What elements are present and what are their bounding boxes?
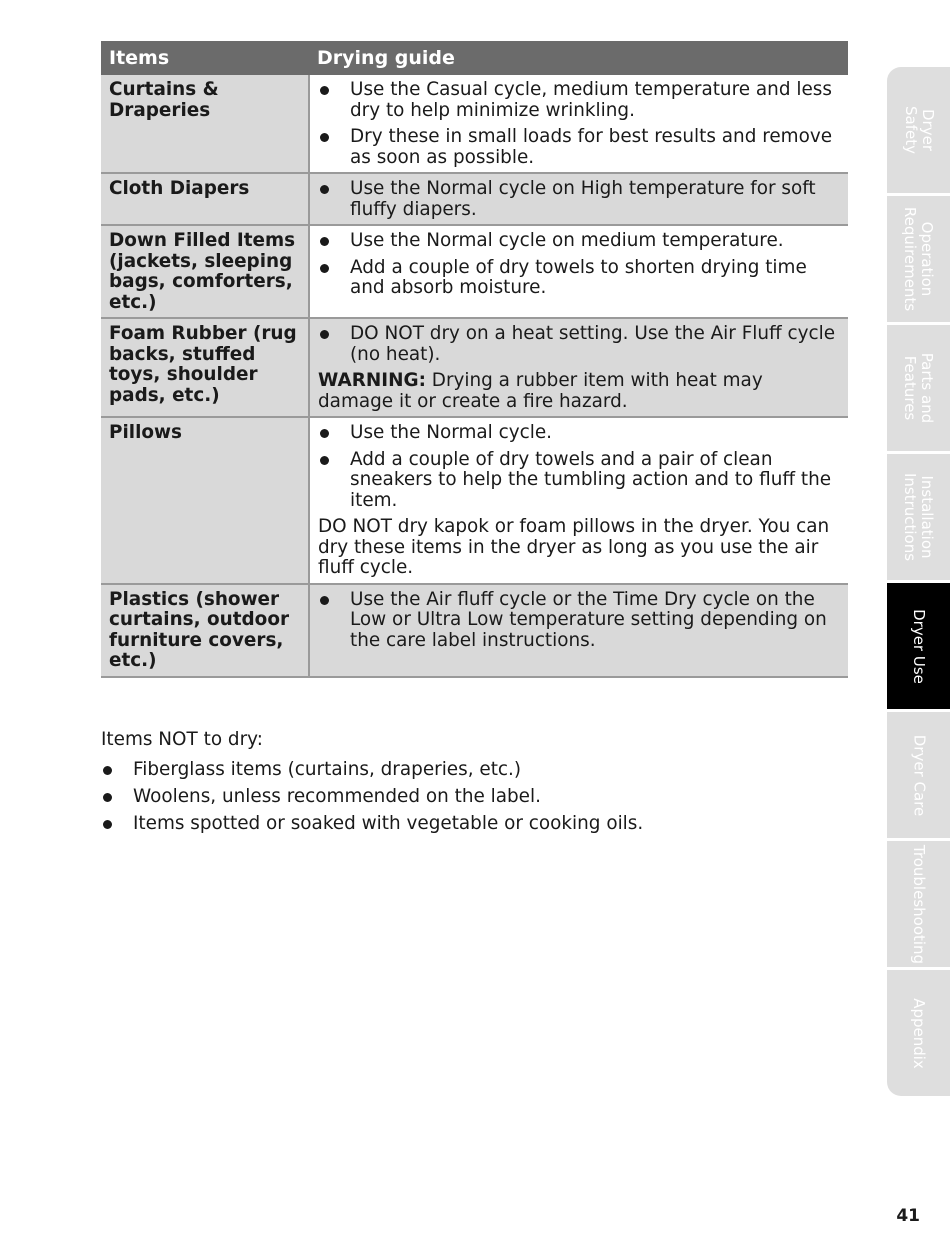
tab-installation-instructions[interactable]: Installation Instructions — [887, 454, 950, 580]
tab-appendix[interactable]: Appendix — [887, 970, 950, 1096]
header-drying-guide: Drying guide — [309, 41, 848, 75]
warning-label: WARNING: — [318, 370, 426, 391]
guide-cell — [309, 225, 848, 318]
pillow-note: DO NOT dry kapok or foam pillows in the dryer. You can dry these items in the dryer as long as you use the air fluff cycle. — [318, 516, 830, 578]
header-items: Items — [101, 41, 309, 75]
guide-bullet: Use the Casual cycle, medium temperature and less dry to help minimize wrinkling. — [318, 80, 840, 121]
guide-bullet: Add a couple of dry towels and a pair of clean sneakers to help the tumbling action and to fluff the item. — [318, 450, 840, 512]
list-item: Items spotted or soaked with vegetable or cooking oils. — [101, 814, 841, 835]
list-item: Woolens, unless recommended on the label. — [101, 787, 841, 808]
warning-text: Drying a rubber item with heat may damage it or create a fire hazard. — [318, 370, 763, 412]
page-number: 41 — [896, 1206, 920, 1226]
guide-bullet: DO NOT dry on a heat setting. Use the Air Fluff cycle (no heat). — [318, 324, 840, 365]
list-item: Fiberglass items (curtains, draperies, etc.) — [101, 760, 841, 781]
tab-operation-requirements[interactable]: Operation Requirements — [887, 196, 950, 322]
guide-bullet: Dry these in small loads for best results and remove as soon as possible. — [318, 127, 840, 168]
item-name: Pillows — [101, 417, 309, 584]
item-name: Plastics (shower curtains, outdoor furniture covers, etc.) — [101, 584, 309, 677]
table-row-down-filled — [101, 225, 848, 318]
table-header-row — [101, 41, 848, 75]
table-row-plastics — [101, 584, 848, 677]
drying-guide-table — [101, 41, 848, 678]
guide-cell — [309, 318, 848, 417]
not-to-dry-heading: Items NOT to dry: — [101, 729, 263, 750]
tab-dryer-safety[interactable]: Dryer Safety — [887, 67, 950, 193]
table-row-pillows — [101, 417, 848, 584]
section-tabs — [887, 67, 950, 1099]
table-row-foam-rubber — [101, 318, 848, 417]
warning-note — [318, 371, 840, 412]
tab-parts-and-features[interactable]: Parts and Features — [887, 325, 950, 451]
guide-bullet: Use the Air fluff cycle or the Time Dry cycle on the Low or Ultra Low temperature setting depending on the care label instructions. — [318, 590, 840, 652]
tab-troubleshooting[interactable]: Troubleshooting — [887, 841, 950, 967]
table-row-curtains — [101, 75, 848, 173]
item-name: Curtains & Draperies — [101, 75, 309, 173]
guide-bullet: Use the Normal cycle. — [318, 423, 840, 444]
items-not-to-dry — [101, 730, 841, 841]
guide-bullet: Add a couple of dry towels to shorten drying time and absorb moisture. — [318, 258, 840, 299]
guide-bullet: Use the Normal cycle on medium temperature. — [318, 231, 840, 252]
guide-cell — [309, 584, 848, 677]
guide-cell — [309, 417, 848, 584]
guide-bullet: Use the Normal cycle on High temperature for soft fluffy diapers. — [318, 179, 840, 220]
tab-dryer-care[interactable]: Dryer Care — [887, 712, 950, 838]
item-name: Foam Rubber (rug backs, stuffed toys, shoulder pads, etc.) — [101, 318, 309, 417]
item-name: Down Filled Items (jackets, sleeping bags, comforters, etc.) — [101, 225, 309, 318]
tab-dryer-use[interactable]: Dryer Use — [887, 583, 950, 709]
guide-cell — [309, 75, 848, 173]
item-name: Cloth Diapers — [101, 173, 309, 225]
table-row-cloth-diapers — [101, 173, 848, 225]
guide-cell — [309, 173, 848, 225]
